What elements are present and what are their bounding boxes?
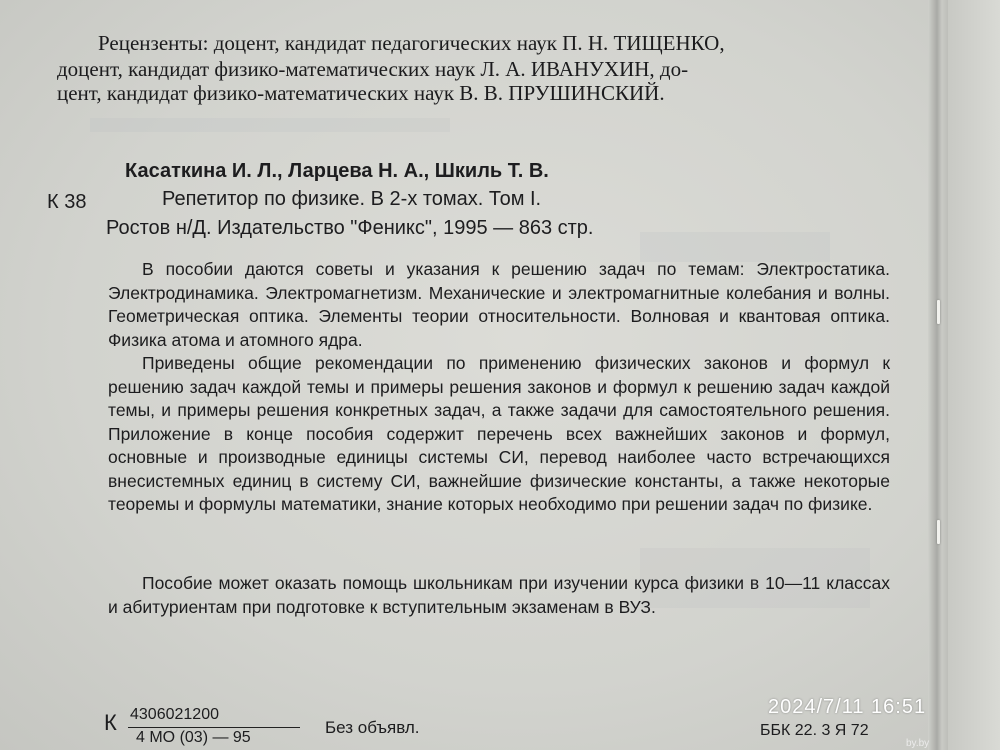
abstract-paragraph-3 [108,572,890,619]
no-ads-note: Без объявл. [325,718,420,737]
abstract-paragraph-1 [108,258,890,352]
binding-stitch [937,300,940,324]
reviewers-line-3: цент, кандидат физико-математических наук В. В. ПРУШИНСКИЙ. [57,81,665,105]
catalog-authors: Касаткина И. Л., Ларцева Н. А., Шкиль Т. В. [125,160,549,182]
abstract-paragraph-2 [108,352,890,517]
bbk-code: ББК 22. 3 Я 72 [760,722,869,739]
code-denominator: 4 МО (03) — 95 [136,729,251,746]
binding-stitch [937,520,940,544]
abstract-text: В пособии даются советы и указания к решению задач по темам: Электростатика. Электродинамика. Электромагнетизм. Механические и электромагнитные колебания и волны. Геометрическая оптика. Элементы теории относительности. Волновая и квантовая оптика. Физика атома и атомного ядра. [108,259,890,350]
catalog-index: К 38 [47,191,87,213]
bleed-through-shadow [90,118,450,132]
photo-timestamp: 2024/7/11 16:51 [768,696,927,718]
code-numerator: 4306021200 [130,706,219,723]
reviewers-line-2: доцент, кандидат физико-математических наук Л. А. ИВАНУХИН, до- [57,57,689,81]
reviewers-line-1: Рецензенты: доцент, кандидат педагогических наук П. Н. ТИЩЕНКО, [98,31,725,55]
fraction-rule [128,727,300,728]
abstract-text: Приведены общие рекомендации по применению физических законов и формул к решению задач каждой темы и примеры решения законов и формул к решению задач каждой темы, и примеры решения конкретных задач, а также задачи для самостоятельного решения. Приложение в конце пособия содержит перечень всех важнейших законов и формул, основные и производные единицы системы СИ, перевод наиболее часто встречающихся внесистемных единиц в систему СИ, важнейшие физические константы, а также некоторые теоремы и формулы математики, знание которых необходимо при решении задач по физике. [108,353,890,514]
catalog-publisher: Ростов н/Д. Издательство "Феникс", 1995 — 863 стр. [106,217,594,239]
site-watermark: by.by [906,738,930,749]
abstract-text: Пособие может оказать помощь школьникам при изучении курса физики в 10—11 классах и абитуриентам при подготовке к вступительным экзаменам в ВУЗ. [108,573,890,617]
facing-page-edge [948,0,1000,750]
code-k-letter: К [104,710,117,735]
book-spine [928,0,948,750]
catalog-title: Репетитор по физике. В 2-х томах. Том I. [162,188,542,210]
